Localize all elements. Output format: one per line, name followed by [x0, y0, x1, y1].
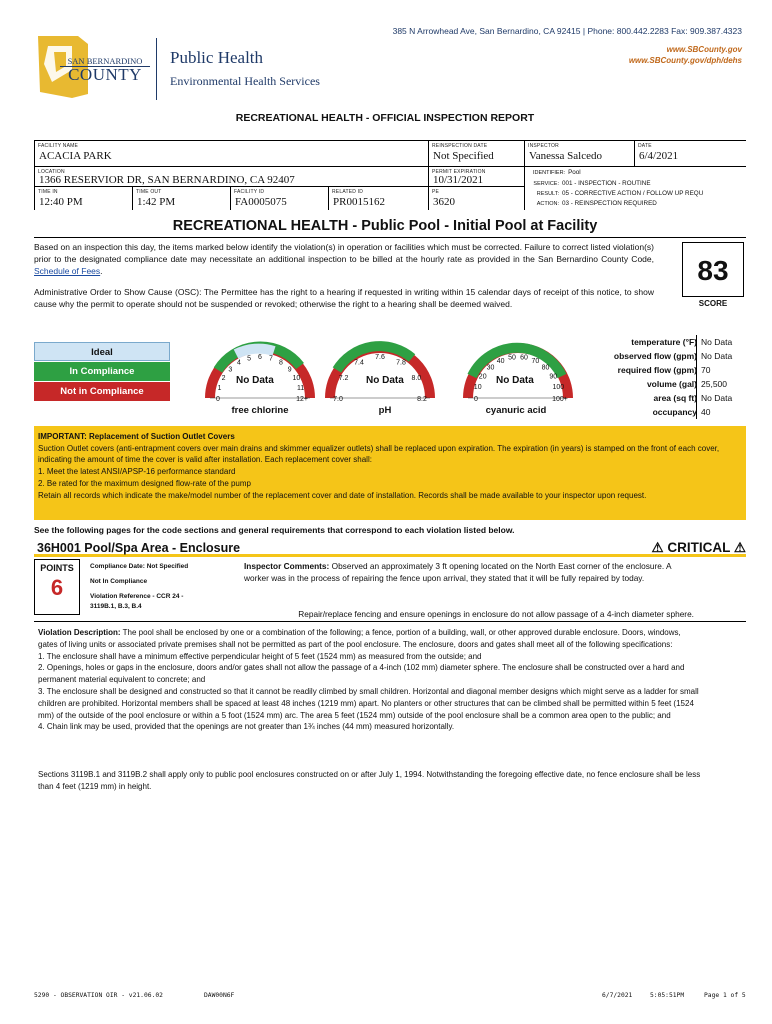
info-grid — [34, 140, 746, 210]
compliance-status: Not In Compliance — [90, 578, 148, 585]
time-in: 12:40 PM — [39, 196, 83, 208]
gauge-tick-label: 7.6 — [375, 354, 385, 361]
schedule-of-fees-link[interactable]: Schedule of Fees — [34, 266, 101, 276]
gauge-tick-label: 7.8 — [396, 359, 406, 367]
score-label: SCORE — [698, 299, 728, 308]
related-id-cell: RELATED ID PR0015162 — [328, 186, 428, 210]
location-cell: LOCATION 1366 RESERVIOR DR, SAN BERNARDINO, CA 92407 — [34, 166, 428, 186]
inspector-comments: Inspector Comments: Observed an approximately 3 ft opening located on the North East corner of the enclosure. A worker was in the process of repairing the fence upon arrival, they stated that it will be fully repaired by today. — [244, 561, 672, 583]
compliance-date: Compliance Date: Not Specified — [90, 563, 189, 570]
service: 001 - INSPECTION - ROUTINE — [562, 180, 651, 187]
gauge-tick-label: 20 — [478, 373, 487, 381]
facility-name: ACACIA PARK — [39, 150, 112, 162]
pe-number: 3620 — [433, 196, 455, 208]
footer-form: 5290 - OBSERVATION OIR - v21.06.02 — [34, 992, 163, 999]
permit-expiration: 10/31/2021 — [433, 174, 484, 186]
facility-id: FA0005075 — [235, 196, 287, 208]
title-underline — [34, 237, 746, 238]
facility-name-cell: FACILITY NAME ACACIA PARK — [34, 140, 428, 166]
pe-cell: PE 3620 — [428, 186, 524, 210]
measurements — [592, 335, 772, 425]
gauge-tick-label: 40 — [496, 357, 505, 365]
gauge-tick-label: 100 — [552, 384, 565, 392]
gauge-tick-label: 50 — [508, 354, 516, 362]
gauge-tick-label: 8.0 — [411, 375, 422, 382]
footer-time: 5:05:51PM — [650, 992, 685, 999]
gauge-tick-label: 8.2 — [417, 396, 427, 403]
gauge-tick-label: 0 — [474, 396, 478, 403]
points-label: POINTS — [40, 563, 74, 573]
measurement-row: required flow (gpm) 70 — [592, 363, 772, 377]
measurement-row: volume (gal) 25,500 — [592, 377, 772, 391]
location: 1366 RESERVIOR DR, SAN BERNARDINO, CA 92407 — [39, 174, 295, 186]
important-title: IMPORTANT: Replacement of Suction Outlet Covers — [38, 432, 235, 441]
violation-reference-sections: 3119B.1, B.3, B.4 — [90, 603, 142, 610]
gauge-tick-label: 100+ — [552, 396, 568, 403]
time-out-cell: TIME OUT 1:42 PM — [132, 186, 230, 210]
gauge-tick-label: 7.0 — [333, 396, 343, 403]
gauge-ph-value: No Data — [366, 375, 404, 386]
pool-title: RECREATIONAL HEALTH - Public Pool - Initial Pool at Facility — [172, 218, 598, 234]
gauge-tick-label: 11 — [296, 385, 305, 393]
gauge-free-chlorine-value: No Data — [236, 375, 274, 386]
legend-not-in-compliance: Not in Compliance — [34, 382, 170, 401]
logo-divider — [156, 38, 157, 100]
important-body: Suction Outlet covers (anti-entrapment covers over main drains and skimmer equalizer outlets) shall be replaced upon expiration. The expiration (in years) is stamped on the front of each cover, indicating the amount of time the cover is valid after installation. Each replacement cover shall: — [38, 443, 720, 465]
gauge-tick-label: 2 — [221, 375, 226, 382]
facility-id-cell: FACILITY ID FA0005075 — [230, 186, 328, 210]
corrective-action: Repair/replace fencing and ensure openings in enclosure do not allow passage of a 4-inch diameter sphere. — [298, 609, 694, 619]
service-block: IDENTIFIER: Pool SERVICE: 001 - INSPECTION - ROUTINE RESULT: 05 - CORRECTIVE ACTION / FOLLOW UP REQU ACTION: 03 - REINSPECTION REQUIRED — [524, 166, 746, 210]
reinspection-cell: REINSPECTION DATE Not Specified — [428, 140, 524, 166]
gauge-tick-label: 10 — [292, 375, 301, 382]
violation-reference: Violation Reference - CCR 24 - — [90, 593, 184, 600]
gauge-tick-label: 90 — [549, 373, 558, 381]
gauge-tick-label: 1 — [217, 385, 222, 393]
permit-cell: PERMIT EXPIRATION 10/31/2021 — [428, 166, 524, 186]
gauge-tick-label: 7.4 — [354, 359, 364, 367]
score-value: 83 — [682, 242, 744, 297]
gauge-tick-label: 4 — [237, 359, 241, 367]
action: 03 - REINSPECTION REQUIRED — [562, 200, 657, 207]
see-following-note: See the following pages for the code sections and general requirements that correspond to each violation listed below. — [34, 525, 515, 535]
violation-description: Violation Description: The pool shall be enclosed by one or a combination of the following; a fence, portion of a building, wall, or other approved durable enclosure. Doors, windows, gates of living units or associated private premises shall not be permitted as part of the pool enclosure. The enclosure, doors and gates shall meet all of the following specifications: 1. The enclosure shall have a minimum effective perpendicular height of 5 feet (1524 mm) as measured from the outside; and 2. Openings, holes or gaps in the enclosure, doors and/or gates shall not allow the passage of a 4-inch (102 mm) diameter sphere. The enclosure shall be constructed over a hard and permanent material equivalent to concrete; and 3. The enclosure shall be designed and constructed so that it cannot be readily climbed by small children. Horizontal and diagonal member designs which might serve as a ladder for small children are prohibited. Horizontal members shall be spaced at least 48 inches (1219 mm) apart. No planters or other structures that can be climbed shall be permitted within 5 feet (1524 mm) of the outside of the pool enclosure or within a 5 foot (1524 mm) arc. The area 5 feet (1524 mm) outside of the pool enclosure shall be a common area open to the public; and 4. Chain link may be used, provided that the openings are not greater than 1¾ inches (44 mm) measured horizontally. — [38, 627, 702, 733]
inspection-date: 6/4/2021 — [639, 150, 679, 162]
requirement-3: 3. The enclosure shall be designed and constructed so that it cannot be readily climbed by small children. Horizontal and diagonal member designs which might serve as a ladder for small children are prohibited. Horizontal members shall be spaced at least 48 inches (1219 mm) apart. No planters or other structures that can be climbed shall be permitted within 5 feet (1524 mm) of the outside of the pool enclosure or within a 5 foot (1524 mm) arc. The area 5 feet (1524 mm) outside of the pool enclosure shall be a common area open to the public; and — [38, 686, 699, 720]
related-id: PR0015162 — [333, 196, 385, 208]
gauge-tick-label: 7.2 — [338, 375, 349, 382]
date-cell: DATE 6/4/2021 — [634, 140, 746, 166]
time-out: 1:42 PM — [137, 196, 176, 208]
measurement-row: observed flow (gpm) No Data — [592, 349, 772, 363]
notice-paragraph: Based on an inspection this day, the items marked below identify the violation(s) in operation or facilities which must be corrected. Failure to correct listed violation(s) prior to the designated compliance date may necessitate an additional inspection to be billed at the hourly rate as provided in the San Bernardino County Code, Schedule of Fees. — [34, 242, 654, 276]
gauge-tick-label: 70 — [531, 357, 540, 365]
gauge-cyanuric-acid-value: No Data — [496, 375, 534, 386]
gauge-tick-label: 8 — [279, 359, 283, 367]
measurement-row: area (sq ft) No Data — [592, 391, 772, 405]
important-item-2: 2. Be rated for the maximum designed flow-rate of the pump — [38, 478, 251, 488]
violation-title: 36H001 Pool/Spa Area - Enclosure — [37, 541, 241, 555]
logo-text-top: SAN BERNARDINO — [60, 56, 150, 67]
requirement-4: 4. Chain link may be used, provided that the openings are not greater than 1¾ inches (44 mm) measured horizontally. — [38, 722, 455, 732]
footer-date: 6/7/2021 — [602, 992, 633, 999]
header-websites — [530, 44, 742, 66]
gauge-tick-label: 12+ — [296, 396, 308, 403]
warning-icon: ⚠ — [651, 540, 664, 555]
separator — [34, 621, 746, 622]
gauge-tick-label: 30 — [486, 364, 495, 372]
website-link-1[interactable]: www.SBCounty.gov — [666, 45, 742, 54]
gauge-tick-label: 10 — [473, 384, 482, 392]
dept-subtitle: Environmental Health Services — [170, 74, 320, 88]
gauge-tick-label: 0 — [216, 396, 220, 403]
gauge-ph-label: pH — [378, 405, 392, 416]
gauge-cyanuric-acid-label: cyanuric acid — [485, 405, 547, 416]
requirement-2: 2. Openings, holes or gaps in the enclosure, doors and/or gates shall not allow the passage of a 4-inch (102 mm) diameter sphere. The enclosure shall be constructed over a hard and permanent material equivalent to concrete; and — [38, 663, 685, 685]
critical-badge: ⚠ CRITICAL ⚠ — [651, 540, 746, 555]
requirement-1: 1. The enclosure shall have a minimum effective perpendicular height of 5 feet (1524 mm) as measured from the outside; and — [38, 651, 482, 661]
legend-ideal: Ideal — [34, 342, 170, 361]
warning-icon: ⚠ — [733, 540, 746, 555]
gauge-tick-label: 3 — [228, 366, 233, 374]
points-value: 6 — [50, 575, 64, 600]
gauge-tick-label: 7 — [268, 355, 273, 363]
gauge-tick-label: 6 — [258, 354, 262, 361]
website-link-2[interactable]: www.SBCounty.gov/dph/dehs — [628, 56, 742, 65]
inspector-name: Vanessa Salcedo — [529, 150, 603, 162]
measurement-row: temperature (°F) No Data — [592, 335, 772, 349]
header-contact: 385 N Arrowhead Ave, San Bernardino, CA 92415 | Phone: 800.442.2283 Fax: 909.387.4323 — [392, 26, 742, 36]
important-item-1: 1. Meet the latest ANSI/APSP-16 performance standard — [38, 467, 236, 477]
inspector-cell: INSPECTOR Vanessa Salcedo — [524, 140, 634, 166]
footer-page: Page 1 of 5 — [704, 992, 746, 999]
gauge-tick-label: 60 — [520, 354, 528, 362]
logo-text-main: COUNTY — [68, 65, 142, 84]
important-notice — [34, 426, 746, 520]
measurement-row: occupancy 40 — [592, 405, 772, 419]
gauge-tick-label: 9 — [287, 366, 292, 374]
legend-in-compliance: In Compliance — [34, 362, 170, 381]
gauges — [196, 336, 566, 412]
time-in-cell: TIME IN 12:40 PM — [34, 186, 132, 210]
result: 05 - CORRECTIVE ACTION / FOLLOW UP REQU — [562, 190, 704, 197]
identifier: Pool — [568, 169, 581, 176]
points-box — [34, 559, 80, 615]
applicability-note: Sections 3119B.1 and 3119B.2 shall apply only to public pool enclosures constructed on or after July 1, 1994. Notwithstanding the foregoing effective date, no fence enclosure shall be less than 4 feet (1219 mm) in height. — [38, 770, 701, 791]
report-title: RECREATIONAL HEALTH - OFFICIAL INSPECTION REPORT — [235, 112, 535, 124]
gauge-tick-label: 80 — [541, 364, 550, 372]
footer-code: DAW00N6F — [204, 992, 235, 999]
gauge-tick-label: 5 — [247, 355, 252, 363]
gauge-free-chlorine-label: free chlorine — [231, 405, 289, 416]
osc-paragraph: Administrative Order to Show Cause (OSC): The Permittee has the right to a hearing if requested in writing within 15 calendar days of receipt of this notice, to show cause why the permit to operate should not be suspended or revoked; otherwise the right to a hearing shall be deemed waived. — [34, 287, 654, 309]
important-retain: Retain all records which indicate the make/model number of the replacement cover and date of installation. Records shall be made available to your inspector upon request. — [38, 490, 647, 500]
county-logo — [32, 34, 150, 100]
reinspection-date: Not Specified — [433, 150, 494, 162]
dept-title: Public Health — [170, 48, 264, 67]
